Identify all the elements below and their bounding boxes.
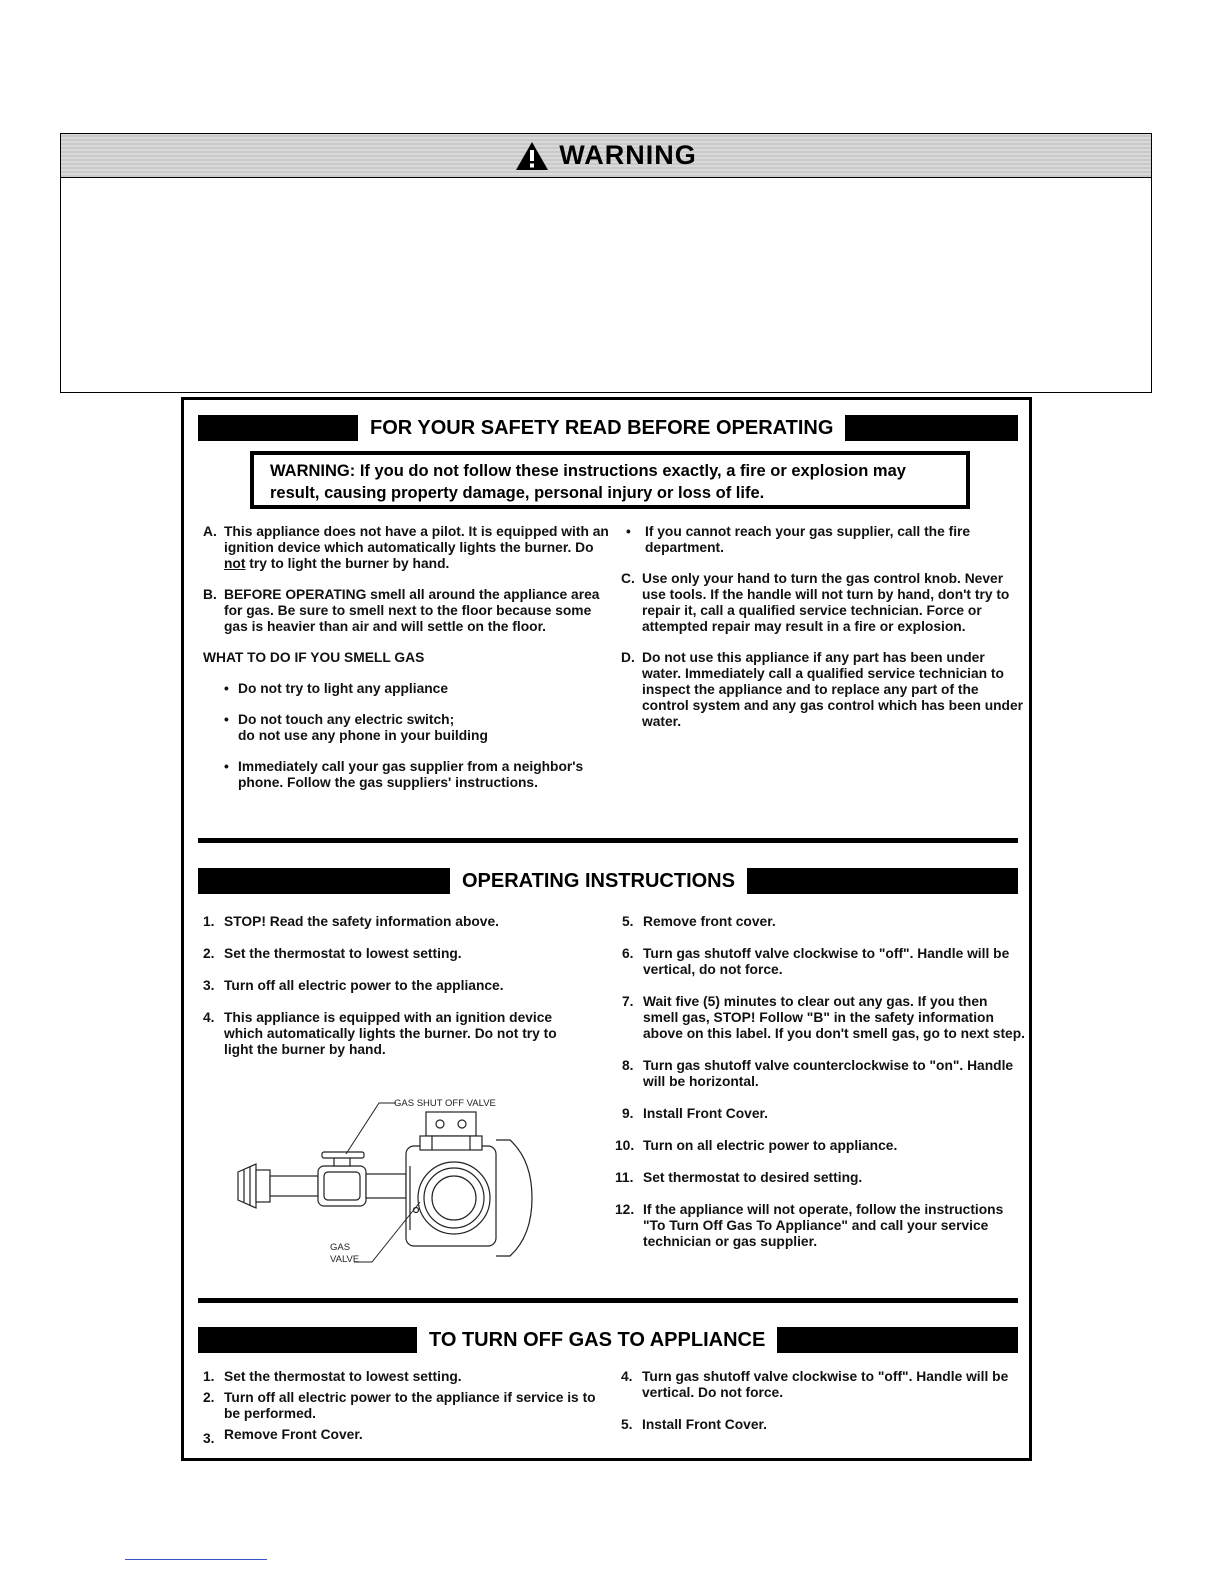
warning-box xyxy=(60,133,1152,393)
operating-left-column xyxy=(203,914,588,1074)
turnoff-step: 1. Set the thermostat to lowest setting. xyxy=(203,1369,462,1384)
turnoff-step: 4. Turn gas shutoff valve clockwise to "off". Handle will be vertical. Do not force. xyxy=(621,1369,1009,1400)
safety-item-a: A. This appliance does not have a pilot. It is equipped with an ignition device which automatically lights the burner. Do not try to light the burner by hand. xyxy=(203,524,609,571)
smell-gas-bullet: • Do not try to light any appliance xyxy=(224,681,449,696)
operating-title: OPERATING INSTRUCTIONS xyxy=(462,869,735,892)
operating-step: 9. Install Front Cover. xyxy=(622,1106,768,1121)
operating-step: 3. Turn off all electric power to the appliance. xyxy=(203,978,504,993)
safety-left-column xyxy=(203,524,613,806)
turnoff-right-column xyxy=(621,1369,1026,1449)
operating-step: 6. Turn gas shutoff valve clockwise to "off". Handle will be vertical, do not force. xyxy=(622,946,1010,977)
safety-item-c: C. Use only your hand to turn the gas control knob. Never use tools. If the handle will not turn by hand, don't try to repair it, call a qualified service technician. Force or attempted repair may result in a fire or explosion. xyxy=(621,571,1010,634)
safety-warning-line-1: WARNING: If you do not follow these instructions exactly, a fire or explosion may xyxy=(270,462,906,480)
warning-title: WARNING xyxy=(559,140,697,170)
operating-step: 1. STOP! Read the safety information above. xyxy=(203,914,499,929)
turnoff-step: 5. Install Front Cover. xyxy=(621,1417,767,1432)
turnoff-banner xyxy=(198,1327,1018,1353)
smell-gas-bullet: • Immediately call your gas supplier from a neighbor's phone. Follow the gas suppliers' instructions. xyxy=(224,759,584,790)
turnoff-title: TO TURN OFF GAS TO APPLIANCE xyxy=(429,1328,766,1351)
smell-gas-bullet: • If you cannot reach your gas supplier, call the fire department. xyxy=(626,524,971,555)
turnoff-step: 3. Remove Front Cover. xyxy=(203,1427,363,1446)
warning-header xyxy=(61,134,1151,178)
operating-step: 5. Remove front cover. xyxy=(622,914,776,929)
operating-step: 7. Wait five (5) minutes to clear out any gas. If you then smell gas, STOP! Follow "B" in the safety information above on this label. If you don't smell gas, go to next step. xyxy=(622,994,1025,1041)
gas-valve-callout-2: VALVE xyxy=(330,1254,360,1265)
operating-right-column xyxy=(615,914,1025,1266)
safety-item-b: B. BEFORE OPERATING smell all around the appliance area for gas. Be sure to smell next to the floor because some gas is heavier than air and will settle on the floor. xyxy=(203,587,600,634)
operating-banner xyxy=(198,868,1018,894)
section-divider xyxy=(198,838,1018,843)
operating-step: 8. Turn gas shutoff valve counterclockwise to "on". Handle will be horizontal. xyxy=(622,1058,1014,1089)
shutoff-valve-callout: GAS SHUT OFF VALVE xyxy=(394,1098,496,1109)
operating-step: 2. Set the thermostat to lowest setting. xyxy=(203,946,462,961)
operating-step: 11. Set thermostat to desired setting. xyxy=(615,1170,863,1185)
operating-step: 12. If the appliance will not operate, follow the instructions "To Turn Off Gas To Appliance" and call your service technician or gas supplier. xyxy=(615,1202,1004,1249)
safety-warning-line-2: result, causing property damage, personal injury or loss of life. xyxy=(270,484,765,502)
safety-warning-box xyxy=(250,451,970,509)
operating-step: 10. Turn on all electric power to appliance. xyxy=(615,1138,898,1153)
safety-label xyxy=(181,397,1032,1461)
safety-banner xyxy=(198,415,1018,441)
gas-valve-diagram xyxy=(234,1090,534,1280)
turnoff-left-column xyxy=(203,1369,603,1446)
gas-valve-callout-1: GAS xyxy=(330,1242,351,1253)
footer-rule xyxy=(125,1559,267,1560)
warning-triangle-icon xyxy=(515,141,549,171)
smell-gas-heading: WHAT TO DO IF YOU SMELL GAS xyxy=(203,650,425,665)
safety-right-column xyxy=(621,524,1026,745)
operating-step: 4. This appliance is equipped with an ignition device which automatically lights the burner. Do not try to light the burner by hand. xyxy=(203,1010,557,1057)
safety-title: FOR YOUR SAFETY READ BEFORE OPERATING xyxy=(370,416,834,439)
turnoff-step: 2. Turn off all electric power to the appliance if service is to be performed. xyxy=(203,1390,596,1421)
section-divider xyxy=(198,1298,1018,1303)
safety-item-d: D. Do not use this appliance if any part has been under water. Immediately call a qualified service technician to inspect the appliance and to replace any part of the control system and any gas control which has been under water. xyxy=(621,650,1024,729)
smell-gas-bullet: • Do not touch any electric switch; do not use any phone in your building xyxy=(224,712,488,743)
